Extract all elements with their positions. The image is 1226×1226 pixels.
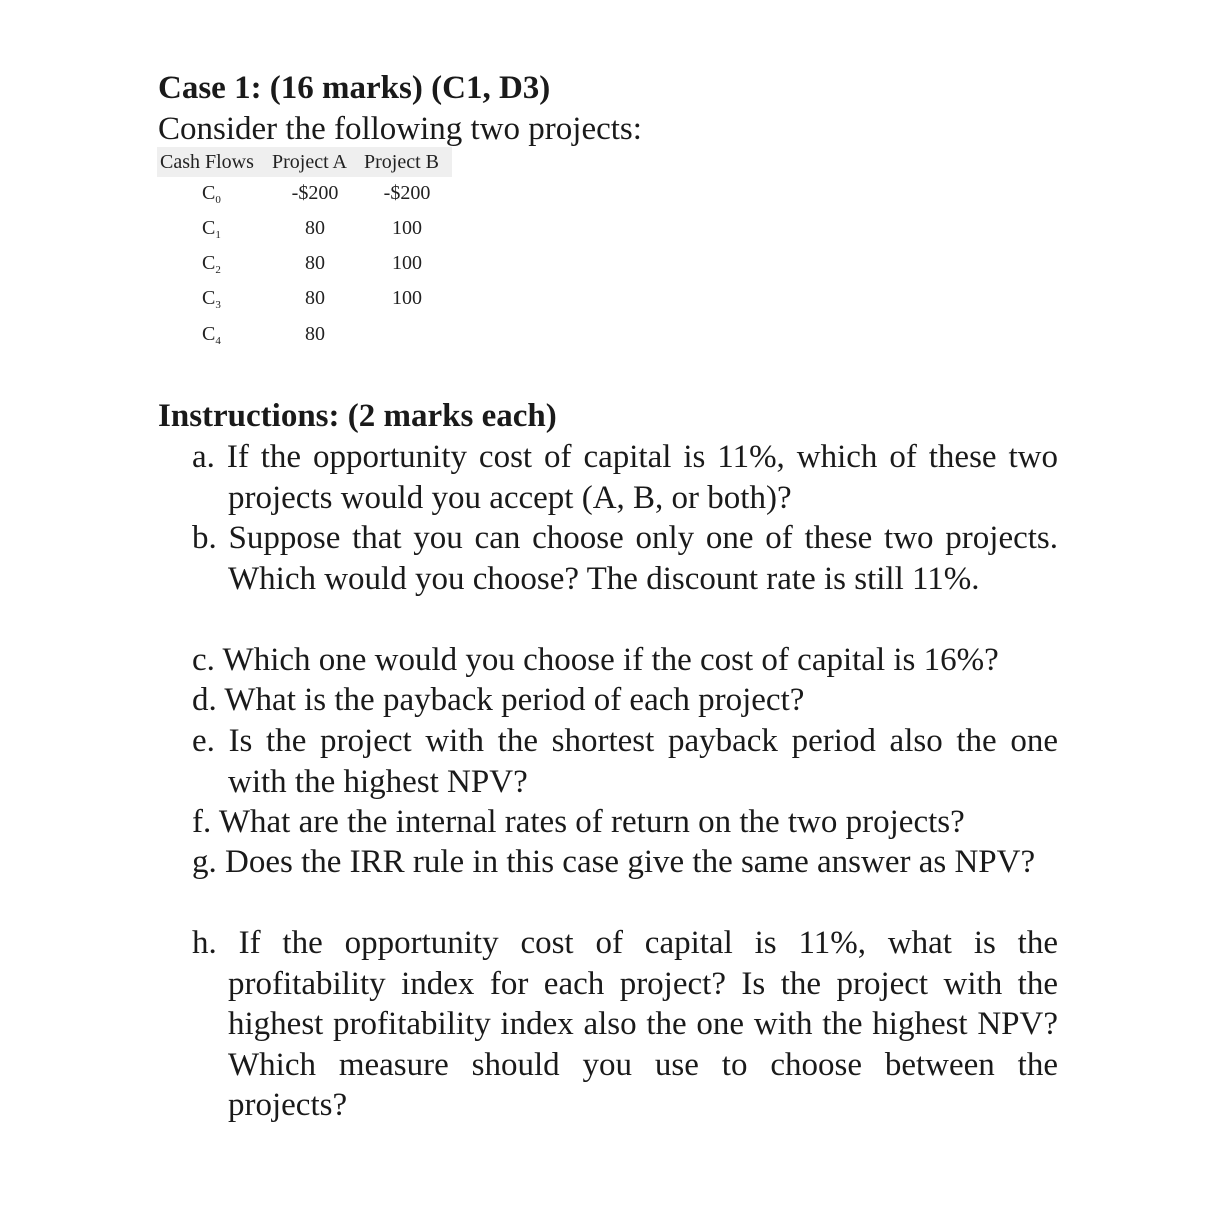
cash-flow-row [0,283,600,313]
header-project-a: Project A [272,151,347,173]
project-a-value: 80 [305,217,325,239]
header-project-b: Project B [364,151,439,173]
question-h: h. If the opportunity cost of capital is 11%, what is the profitability index for each project? Is the project with the highest profitability index also the one with the highest NPV? Which measure should you use to choose between the projects? [192,925,1058,1123]
project-a-value: 80 [305,323,325,345]
cash-flow-label: $C_4$ [202,323,221,347]
question-c: c. Which one would you choose if the cost of capital is 16%? [192,642,999,678]
project-b-value: 100 [392,217,422,239]
project-b-value: 100 [392,252,422,274]
question-e: e. Is the project with the shortest payback period also the one with the highest NPV? [192,723,1058,800]
cash-flow-label: $C_1$ [202,217,221,241]
case-title: Case 1: (16 marks) (C1, D3) [158,70,551,106]
cash-flow-row [0,213,600,243]
question-b: b. Suppose that you can choose only one of these two projects. Which would you choose? The discount rate is still 11%. [192,520,1058,597]
cash-flow-row [0,178,600,208]
header-cash-flows: Cash Flows [160,151,254,173]
question-a: a. If the opportunity cost of capital is 11%, which of these two projects would you accept (A, B, or both)? [192,439,1058,516]
project-a-value: 80 [305,287,325,309]
cash-flow-label: $C_0$ [202,182,221,206]
project-a-value: -$200 [291,182,339,204]
question-f: f. What are the internal rates of return on the two projects? [192,804,965,840]
question-d: d. What is the payback period of each project? [192,682,805,718]
cash-flow-label: $C_3$ [202,287,221,311]
cash-flow-table-header [157,147,452,177]
project-a-value: 80 [305,252,325,274]
project-b-value: -$200 [383,182,431,204]
instructions-title: Instructions: (2 marks each) [158,398,557,434]
question-g: g. Does the IRR rule in this case give the same answer as NPV? [192,844,1036,880]
cash-flow-row [0,319,600,349]
cash-flow-label: $C_2$ [202,252,221,276]
intro-text: Consider the following two projects: [158,111,642,147]
project-b-value: 100 [392,287,422,309]
cash-flow-row [0,248,600,278]
